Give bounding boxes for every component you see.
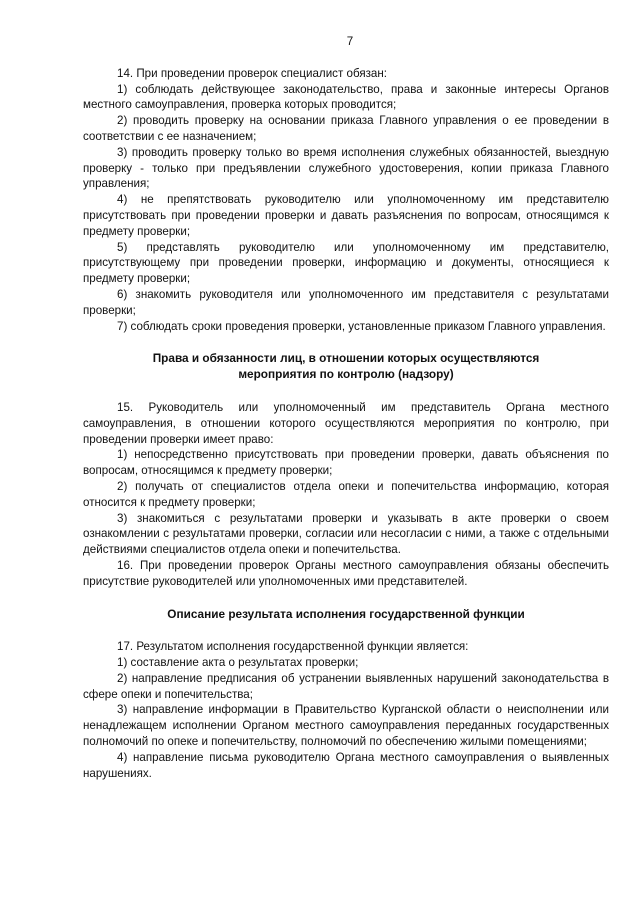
section-17-intro: 17. Результатом исполнения государственной функции является: (117, 640, 469, 654)
section-17-item-3: 3) направление информации в Правительство Курганской области о неисполнении или ненадлежащем исполнении Органом местного самоуправления переданных государственных полномочий по опеке и попечительству, полномочий по обеспечению жилыми помещениями; (83, 703, 609, 749)
heading-result-description: Описание результата исполнения государственной функции (167, 606, 525, 621)
document-page (83, 34, 609, 781)
page-number: 7 (346, 35, 354, 48)
section-14-item-4: 4) не препятствовать руководителю или уполномоченному им представителю присутствовать при проведении проверки и давать разъяснения по вопросам, относящимся к предмету проверки; (83, 193, 609, 238)
section-15-item-1: 1) непосредственно присутствовать при проведении проверки, давать объяснения по вопросам, относящимся к предмету проверки; (83, 448, 609, 478)
section-16: 16. При проведении проверок Органы местного самоуправления обязаны обеспечить присутствие руководителей или уполномоченных ими представителей. (83, 558, 609, 588)
section-14-intro: 14. При проведении проверок специалист обязан: (117, 66, 387, 80)
section-15-intro: 15. Руководитель или уполномоченный им представитель Органа местного самоуправления, в отношении которого осуществляются мероприятия по контролю, при проведении проверки имеет право: (83, 400, 609, 446)
section-14-item-7: 7) соблюдать сроки проведения проверки, установленные приказом Главного управления. (117, 319, 606, 333)
section-15-item-2: 2) получать от специалистов отдела опеки и попечительства информацию, которая относится к предмету проверки; (83, 479, 609, 509)
section-14-item-5: 5) представлять руководителю или уполномоченному им представителю, присутствующему при проведении проверки, информацию и документы, относящиеся к предмету проверки; (83, 240, 609, 286)
section-17-item-1: 1) составление акта о результатах проверки; (117, 656, 359, 670)
section-14-item-1: 1) соблюдать действующее законодательство, права и законные интересы Органов местного самоуправления, проверка которых проводится; (83, 82, 609, 112)
section-15-item-3: 3) знакомиться с результатами проверки и указывать в акте проверки о своем ознакомлении с результатами проверки, согласии или несогласии с ними, а также с отдельными действиями специалистов отдела опеки и попечительства. (83, 511, 609, 557)
section-17-item-4: 4) направление письма руководителю Органа местного самоуправления о выявленных нарушениях. (83, 750, 609, 780)
section-14-item-3: 3) проводить проверку только во время исполнения служебных обязанностей, выездную проверку - только при предъявлении служебного удостоверения, копии приказа Главного управления; (83, 145, 609, 191)
section-14-item-6: 6) знакомить руководителя или уполномоченного им представителя с результатами проверки; (83, 287, 609, 317)
section-14-item-2: 2) проводить проверку на основании приказа Главного управления о ее проведении в соответствии с ее назначением; (83, 114, 609, 143)
section-17-item-2: 2) направление предписания об устранении выявленных нарушений законодательства в сфере опеки и попечительства; (83, 671, 609, 701)
heading-rights-and-duties: Права и обязанности лиц, в отношении которых осуществляются мероприятия по контролю (надзору) (152, 351, 540, 382)
